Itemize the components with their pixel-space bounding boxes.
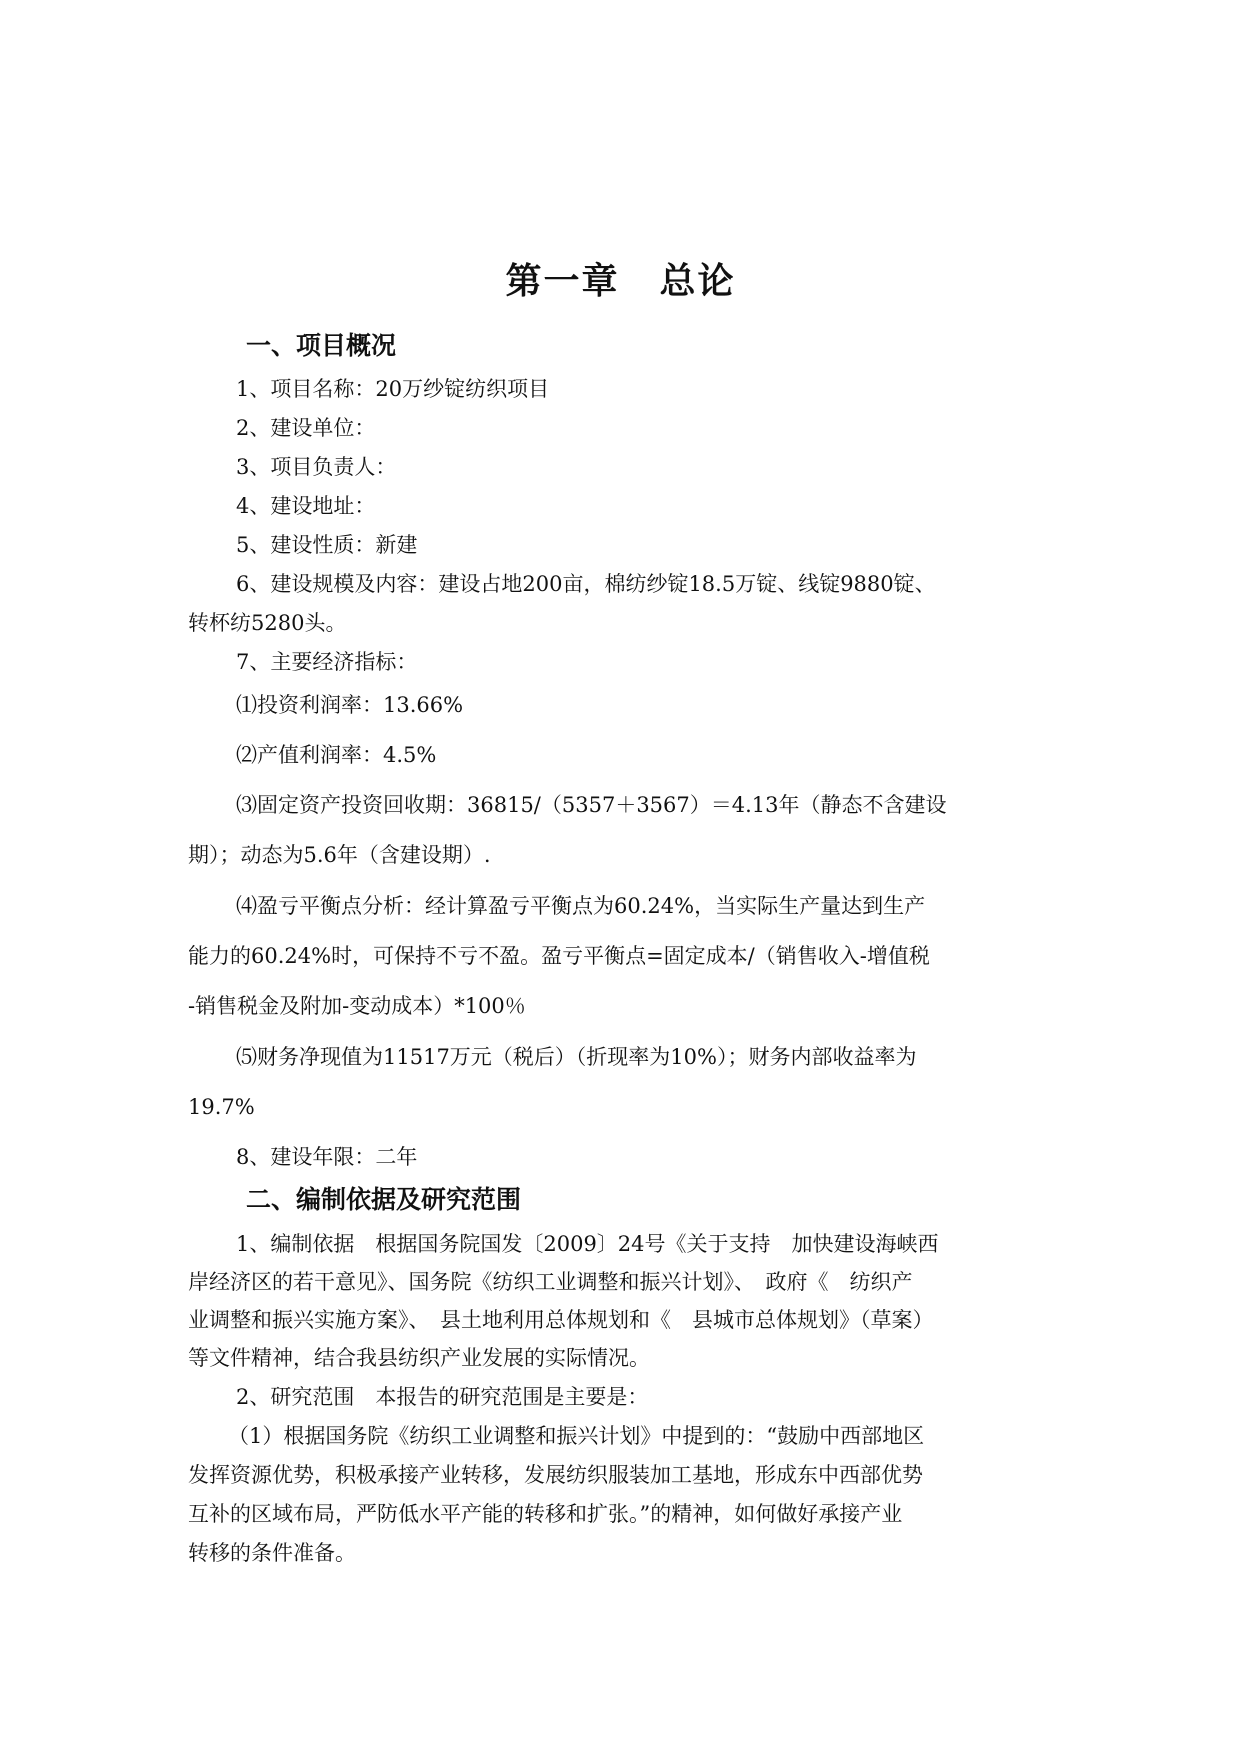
- item-project-name: 1、项目名称：20万纱锭纺织项目: [236, 377, 550, 401]
- basis-paragraph-line-2: 岸经济区的若干意见》、国务院《纺织工业调整和振兴计划》、 政府《 纺织产: [188, 1270, 913, 1294]
- indicator-breakeven-cont-1: 能力的60.24%时，可保持不亏不盈。盈亏平衡点=固定成本/（销售收入-增值税: [188, 944, 930, 968]
- indicator-breakeven-cont-2: -销售税金及附加-变动成本）*100％: [188, 994, 526, 1018]
- indicator-npv-irr-cont: 19.7%: [188, 1095, 255, 1119]
- indicator-breakeven: ⑷盈亏平衡点分析：经计算盈亏平衡点为60.24%，当实际生产量达到生产: [236, 894, 926, 918]
- indicator-output-profit: ⑵产值利润率：4.5%: [236, 743, 437, 767]
- item-construction-period: 8、建设年限：二年: [236, 1145, 418, 1169]
- scope-item-1-line-2: 发挥资源优势，积极承接产业转移，发展纺织服装加工基地，形成东中西部优势: [188, 1463, 923, 1487]
- item-construction-scale-cont: 转杯纺5280头。: [188, 611, 347, 635]
- scope-item-1-line-4: 转移的条件准备。: [188, 1541, 356, 1565]
- item-project-leader: 3、项目负责人：: [236, 455, 397, 479]
- scope-item-1-line-3: 互补的区域布局，严防低水平产能的转移和扩张。”的精神，如何做好承接产业: [188, 1502, 903, 1526]
- item-construction-scale: 6、建设规模及内容：建设占地200亩，棉纺纱锭18.5万锭、线锭9880锭、: [236, 572, 936, 596]
- item-economic-indicators: 7、主要经济指标：: [236, 650, 418, 674]
- chapter-name: 总论: [659, 261, 736, 302]
- indicator-payback-period: ⑶固定资产投资回收期：36815/（5357＋3567）＝4.13年（静态不含建设: [236, 793, 947, 817]
- basis-paragraph-line-1: 1、编制依据 根据国务院国发〔2009〕24号《关于支持 加快建设海峡西: [236, 1232, 939, 1256]
- chapter-number: 第一章: [505, 261, 620, 302]
- section-heading-overview: 一、项目概况: [246, 331, 397, 360]
- item-construction-unit: 2、建设单位：: [236, 416, 376, 440]
- basis-paragraph-line-4: 等文件精神，结合我县纺织产业发展的实际情况。: [188, 1346, 650, 1370]
- chapter-title: [0, 258, 1241, 306]
- indicator-investment-profit: ⑴投资利润率：13.66%: [236, 693, 464, 717]
- basis-paragraph-line-3: 业调整和振兴实施方案》、 县土地利用总体规划和《 县城市总体规划》（草案）: [188, 1308, 934, 1332]
- item-construction-address: 4、建设地址：: [236, 494, 376, 518]
- scope-item-1-line-1: （1）根据国务院《纺织工业调整和振兴计划》中提到的：“鼓励中西部地区: [228, 1424, 925, 1448]
- scope-paragraph-intro: 2、研究范围 本报告的研究范围是主要是：: [236, 1385, 649, 1409]
- indicator-npv-irr: ⑸财务净现值为11517万元（税后）（折现率为10%）；财务内部收益率为: [236, 1045, 917, 1069]
- section-heading-basis-scope: 二、编制依据及研究范围: [246, 1185, 522, 1214]
- indicator-payback-period-cont: 期）；动态为5.6年（含建设期）.: [188, 843, 491, 867]
- item-construction-nature: 5、建设性质：新建: [236, 533, 418, 557]
